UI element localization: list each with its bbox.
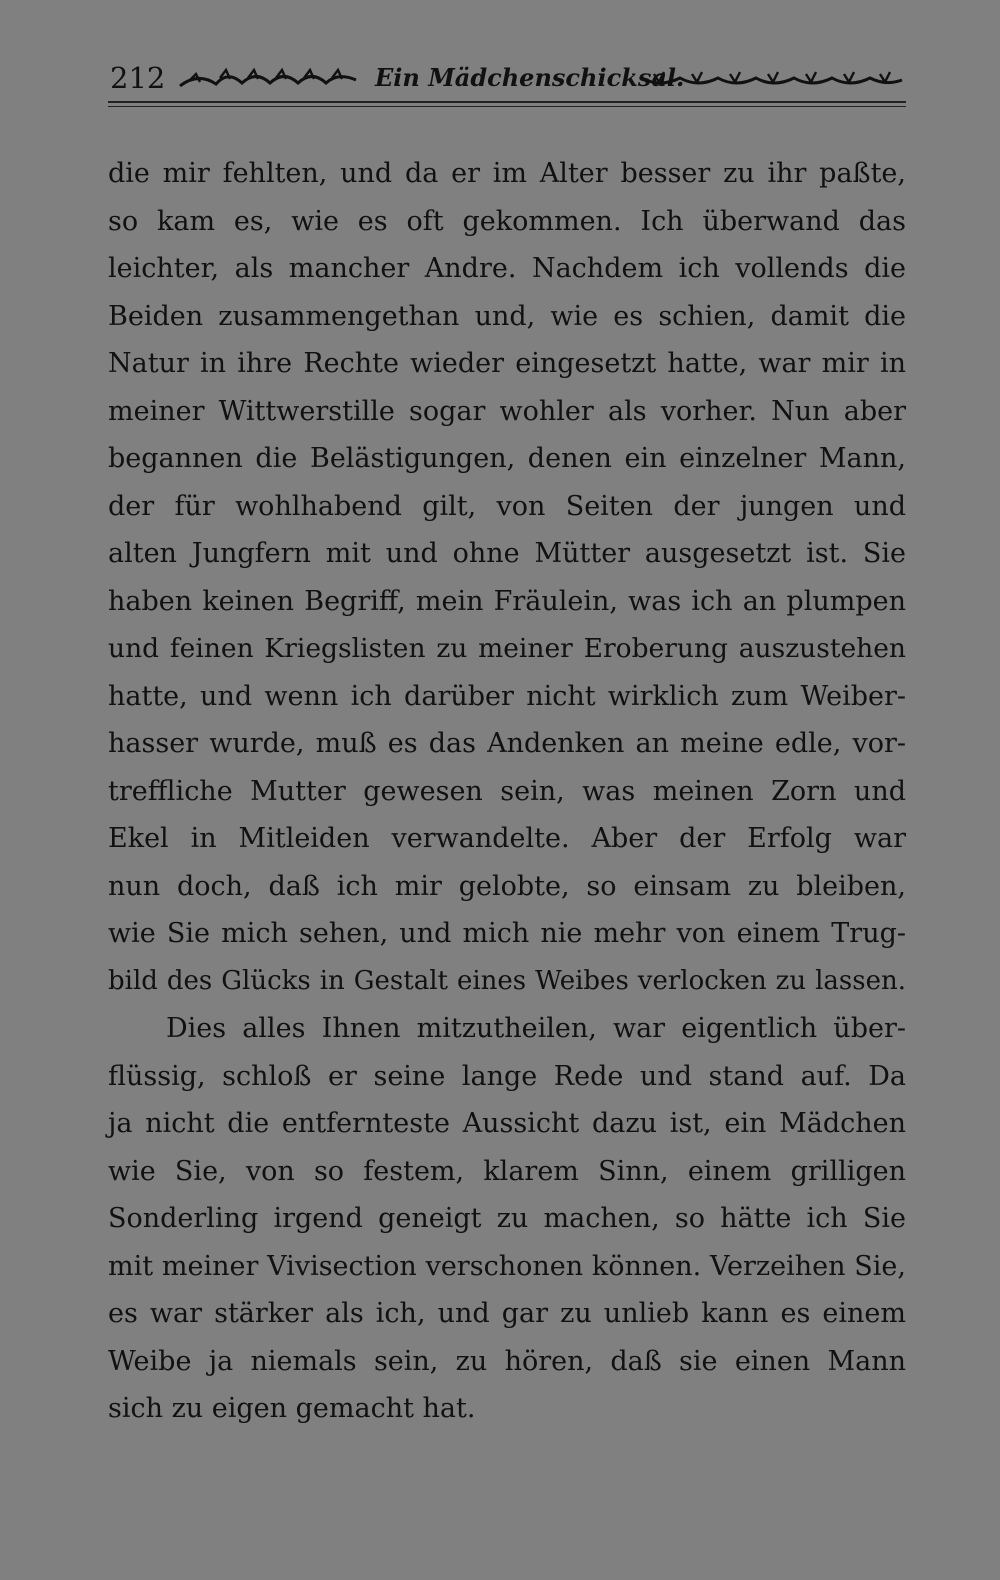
ornament-right-icon (640, 68, 905, 90)
paragraph (108, 1005, 906, 1433)
text-line: hasser wurde, muß es das Andenken an meine edle, vor- (108, 728, 906, 759)
text-line: flüssig, schloß er seine lange Rede und stand auf. Da (108, 1060, 906, 1092)
running-title: Ein Mädchenschicksal. (375, 63, 685, 92)
header-rule-thin (108, 106, 906, 107)
text-line: der für wohlhabend gilt, von Seiten der jungen und (108, 490, 906, 522)
text-line: es war stärker als ich, und gar zu unlieb kann es einem (108, 1298, 906, 1329)
text-line: meiner Wittwerstille sogar wohler als vorher. Nun aber (108, 395, 906, 427)
ornament-left-icon (178, 66, 358, 90)
text-line: Ekel in Mitleiden verwandelte. Aber der Erfolg war (108, 823, 906, 854)
body-text (108, 150, 906, 1433)
paragraph (108, 150, 906, 1005)
text-line: leichter, als mancher Andre. Nachdem ich vollends die (108, 253, 906, 284)
text-line: wie Sie mich sehen, und mich nie mehr von einem Trug- (108, 918, 906, 949)
text-line: alten Jungfern mit und ohne Mütter ausgesetzt ist. Sie (108, 538, 906, 569)
text-line: hatte, und wenn ich darüber nicht wirklich zum Weiber- (108, 680, 906, 712)
text-line: begannen die Belästigungen, denen ein einzelner Mann, (108, 443, 906, 474)
text-line: Beiden zusammengethan und, wie es schien, damit die (108, 300, 906, 332)
text-line: mit meiner Vivisection verschonen können. Verzeihen Sie, (108, 1250, 906, 1282)
text-line: wie Sie, von so festem, klarem Sinn, einem grilligen (108, 1155, 906, 1187)
text-line: die mir fehlten, und da er im Alter besser zu ihr paßte, (108, 158, 906, 189)
text-line: Dies alles Ihnen mitzutheilen, war eigentlich über- (166, 1013, 906, 1044)
text-line: Weibe ja niemals sein, zu hören, daß sie einen Mann (108, 1345, 906, 1377)
running-head (110, 56, 905, 100)
header-rule (108, 101, 906, 103)
text-line: sich zu eigen gemacht hat. (108, 1393, 476, 1424)
text-line: bild des Glücks in Gestalt eines Weibes verlocken zu lassen. (108, 965, 906, 996)
page-number: 212 (110, 61, 166, 95)
text-line: und feinen Kriegslisten zu meiner Eroberung auszustehen (108, 633, 906, 664)
text-line: ja nicht die entfernteste Aussicht dazu ist, ein Mädchen (108, 1108, 906, 1139)
text-line: Sonderling irgend geneigt zu machen, so hätte ich Sie (108, 1203, 906, 1234)
text-line: treffliche Mutter gewesen sein, was meinen Zorn und (108, 775, 906, 807)
text-line: so kam es, wie es oft gekommen. Ich überwand das (108, 205, 906, 237)
text-line: Natur in ihre Rechte wieder eingesetzt hatte, war mir in (108, 348, 906, 379)
text-line: haben keinen Begriff, mein Fräulein, was ich an plumpen (108, 585, 906, 617)
text-line: nun doch, daß ich mir gelobte, so einsam zu bleiben, (108, 870, 906, 902)
